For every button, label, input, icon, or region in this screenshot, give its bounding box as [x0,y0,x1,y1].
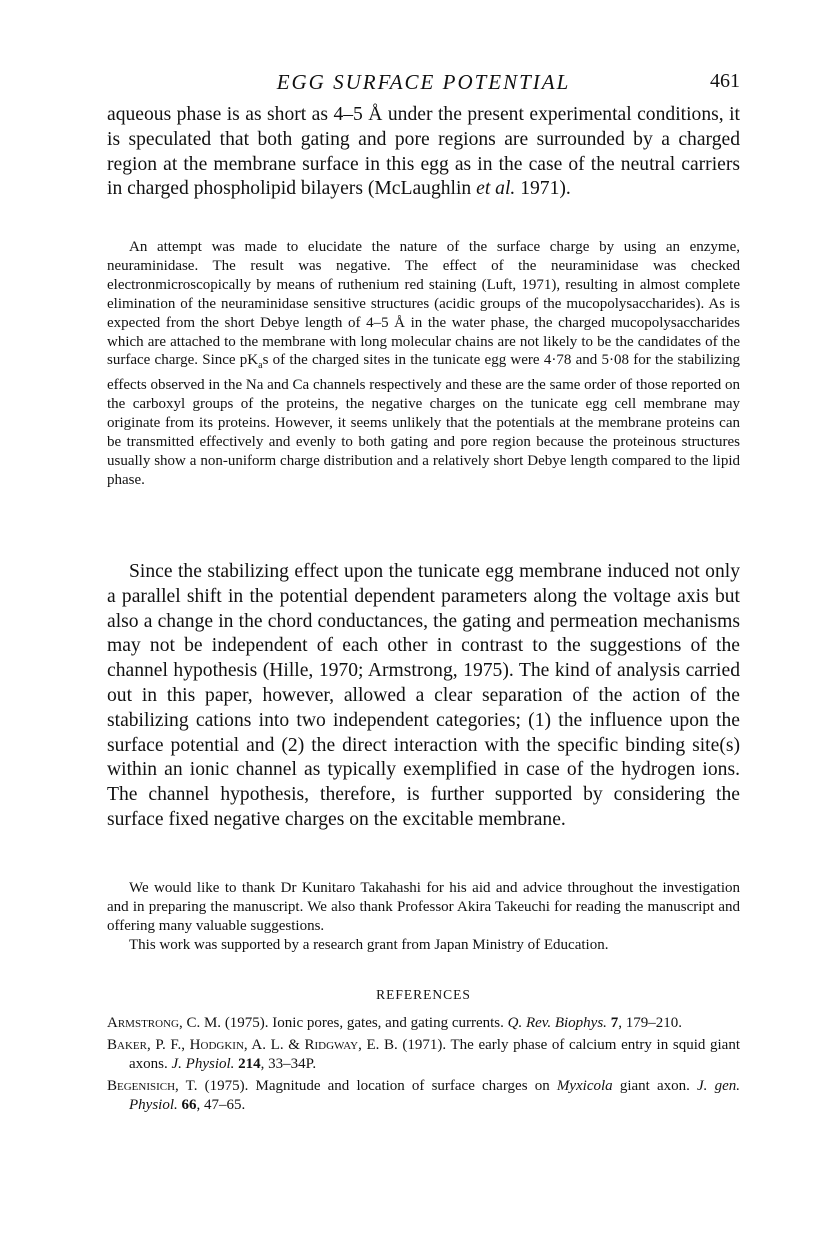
reference-item [107,1077,740,1115]
page-number: 461 [710,70,740,92]
reference-title: (1975). Magnitude and location of surface charges on [197,1077,557,1094]
reference-item [107,1014,740,1033]
reference-pages: , 33–34P. [260,1055,317,1072]
reference-pages: , 47–65. [196,1096,246,1113]
reference-species: Myxicola [556,1077,613,1094]
acknowledgements [107,879,740,936]
reference-journal: Q. Rev. Biophys. [507,1015,607,1031]
running-title: EGG SURFACE POTENTIAL [276,70,571,94]
reference-item [107,1036,740,1074]
paragraph-text: An attempt was made to elucidate the nature of the surface charge by using an enzyme, neuraminidase. The result was negative. The effect of the neuraminidase was checked electronmicroscopically by means of ruthenium red staining (Luft, 1971), resulting in almost complete elimination of the neuraminidase sensitive structures (acidic groups of the mucopolysaccharides). As is expected from the short Debye length of 4–5 Å in the water phase, the charged mucopolysaccharides which are attached to the membrane with long molecular chains are not likely to be the candidates of the surface charge. Since pK [107,239,740,369]
reference-title: giant axon. [612,1077,698,1094]
reference-journal: J. Physiol. [171,1055,235,1072]
reference-volume: 214 [238,1055,261,1072]
funding-text: This work was supported by a research grant from Japan Ministry of Education. [129,937,609,953]
reference-title: (1975). Ionic pores, gates, and gating currents. [221,1015,508,1031]
acknowledgement-text: We would like to thank Dr Kunitaro Takahashi for his aid and advice throughout the investigation and in preparing the manuscript. We also thank Professor Akira Takeuchi for reading the manuscript and offering many valuable suggestions. [107,880,740,934]
paragraph-text: Since the stabilizing effect upon the tunicate egg membrane induced not only a parallel shift in the potential dependent parameters along the voltage axis but also a change in the chord conductances, the gating and permeation mechanisms may not be independent of each other in contrast to the suggestions of the channel hypothesis (Hille, 1970; Armstrong, 1975). The kind of analysis carried out in this paper, however, allowed a clear separation of the action of the stabilizing cations into two independent categories; (1) the influence upon the surface potential and (2) the direct interaction with the specific binding site(s) within an ionic channel as typically exemplified in case of the hydrogen ions. The channel hypothesis, therefore, is further supported by considering the surface fixed negative charges on the excitable membrane. [107,561,740,830]
reference-journal: J. gen. Physiol. [129,1077,740,1113]
reference-authors: Armstrong, C. M. [107,1015,222,1031]
et-al: et al. [476,178,516,200]
paragraph-text: s of the charged sites in the tunicate egg were 4·78 and 5·08 for the stabilizing effects observed in the Na and Ca channels respectively and these are the same order of those reported on the carboxyl groups of the proteins, the negative charges on the tunicate egg cell membrane may originate from its proteins. However, it seems unlikely that the potentials at the membrane proteins can be transmitted effectively and evenly to both gating and pore region because the proteinous structures usually show a non-uniform charge distribution and a relatively short Debye length compared to the lipid phase. [107,352,740,488]
reference-volume: 7 [610,1015,619,1031]
paragraph-text: 1971). [515,178,571,200]
funding-note [107,936,740,955]
paragraph-small [107,238,740,490]
subscript: a [258,360,263,372]
paragraph-conclusion [107,560,740,833]
references-heading: REFERENCES [376,987,471,1002]
paragraph-continued [107,103,740,202]
page-header [107,70,740,100]
reference-pages: , 179–210. [618,1015,682,1031]
reference-list [107,1014,740,1118]
reference-authors: Begenisich, T. [107,1077,198,1094]
paragraph-text: aqueous phase is as short as 4–5 Å under the present experimental conditions, it is speculated that both gating and pore regions are surrounded by a charged region at the membrane surface in this egg as in the case of the neutral carriers in charged phospholipid bilayers (McLaughlin [107,104,740,200]
reference-title: (1971). The early phase of calcium entry in squid giant axons. [129,1036,740,1072]
reference-authors: Baker, P. F., Hodgkin, A. L. & Ridgway, E. B. [107,1036,398,1053]
reference-volume: 66 [181,1096,197,1113]
